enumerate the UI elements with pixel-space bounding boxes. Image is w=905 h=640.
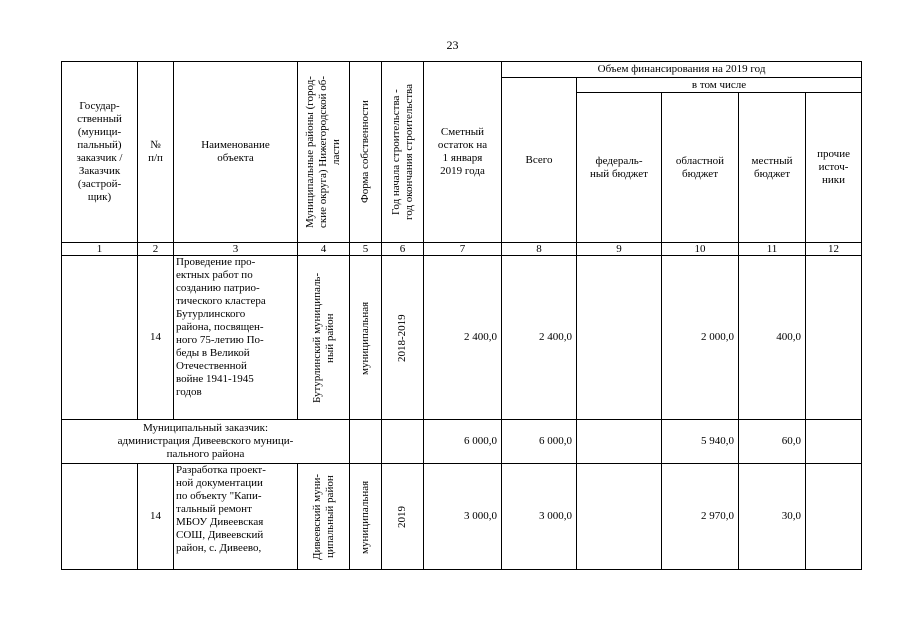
header-row-no: № п/п	[138, 62, 174, 243]
page-number: 23	[446, 38, 459, 52]
row-district-cell	[298, 464, 350, 570]
row-district: Бутурлинский муниципаль- ный район	[310, 272, 336, 403]
column-number-row	[62, 243, 862, 256]
row-customer	[62, 256, 138, 420]
column-number: 2	[138, 243, 174, 256]
empty-cell	[382, 420, 424, 464]
row-other	[806, 464, 862, 570]
header-districts-cell	[298, 62, 350, 243]
row-ownership: муниципальная	[359, 300, 371, 375]
row-number: 14	[138, 256, 174, 420]
column-number: 10	[662, 243, 739, 256]
row-regional: 2 000,0	[662, 256, 739, 420]
row-years: 2019	[396, 505, 408, 528]
header-total: Всего	[502, 78, 577, 243]
header-districts: Муниципальные районы (город- ские округа) Нижегородской об- ласти	[304, 76, 342, 229]
row-ownership-cell	[350, 464, 382, 570]
header-including: в том числе	[577, 78, 862, 93]
table-row	[62, 464, 862, 570]
row-district-cell	[298, 256, 350, 420]
empty-cell	[350, 420, 382, 464]
header-local: местный бюджет	[739, 93, 806, 243]
header-regional: областной бюджет	[662, 93, 739, 243]
column-number: 9	[577, 243, 662, 256]
row-years-cell	[382, 256, 424, 420]
header-other: прочие источ- ники	[806, 93, 862, 243]
column-number: 6	[382, 243, 424, 256]
row-object-name: Проведение про- ектных работ по созданию патрио- тического кластера Бутурлинского района, посвящен- ного 75-летию По- беды в Великой Отечественной войне 1941-1945 годов	[174, 256, 298, 420]
column-number: 11	[739, 243, 806, 256]
row-local: 60,0	[739, 420, 806, 464]
row-total: 6 000,0	[502, 420, 577, 464]
table-row-subtotal	[62, 420, 862, 464]
row-local: 30,0	[739, 464, 806, 570]
column-number: 7	[424, 243, 502, 256]
row-federal	[577, 464, 662, 570]
row-ownership: муниципальная	[359, 479, 371, 554]
header-federal: федераль- ный бюджет	[577, 93, 662, 243]
row-federal	[577, 420, 662, 464]
row-years-cell	[382, 464, 424, 570]
table-row	[62, 256, 862, 420]
row-regional: 2 970,0	[662, 464, 739, 570]
column-number: 12	[806, 243, 862, 256]
header-years: Год начала строительства - год окончания строительства	[389, 84, 415, 220]
column-number: 5	[350, 243, 382, 256]
row-district: Дивеевский муни- ципальный район	[310, 473, 336, 560]
row-total: 2 400,0	[502, 256, 577, 420]
row-ownership-cell	[350, 256, 382, 420]
header-object-name: Наименование объекта	[174, 62, 298, 243]
header-financing: Объем финансирования на 2019 год	[502, 62, 862, 78]
row-other	[806, 420, 862, 464]
row-balance: 6 000,0	[424, 420, 502, 464]
column-number: 3	[174, 243, 298, 256]
row-balance: 3 000,0	[424, 464, 502, 570]
row-other	[806, 256, 862, 420]
column-number: 4	[298, 243, 350, 256]
row-federal	[577, 256, 662, 420]
header-balance: Сметный остаток на 1 января 2019 года	[424, 62, 502, 243]
row-balance: 2 400,0	[424, 256, 502, 420]
row-object-name: Разработка проект- ной документации по объекту "Капи- тальный ремонт МБОУ Дивеевская СОШ, Дивеевский район, с. Дивеево,	[176, 464, 266, 554]
row-local: 400,0	[739, 256, 806, 420]
row-customer	[62, 464, 138, 570]
header-years-cell	[382, 62, 424, 243]
header-ownership: Форма собственности	[359, 100, 371, 204]
header-customer: Государ- ственный (муници- пальный) заказчик / Заказчик (застрой- щик)	[62, 62, 138, 243]
row-total: 3 000,0	[502, 464, 577, 570]
row-years: 2018-2019	[396, 313, 408, 362]
column-number: 1	[62, 243, 138, 256]
row-number: 14	[138, 464, 174, 570]
financing-table	[61, 61, 862, 570]
row-regional: 5 940,0	[662, 420, 739, 464]
column-number: 8	[502, 243, 577, 256]
row-customer-heading: Муниципальный заказчик: администрация Дивеевского муници- пального района	[62, 420, 350, 464]
header-ownership-cell	[350, 62, 382, 243]
row-object-name-cell	[174, 464, 298, 570]
